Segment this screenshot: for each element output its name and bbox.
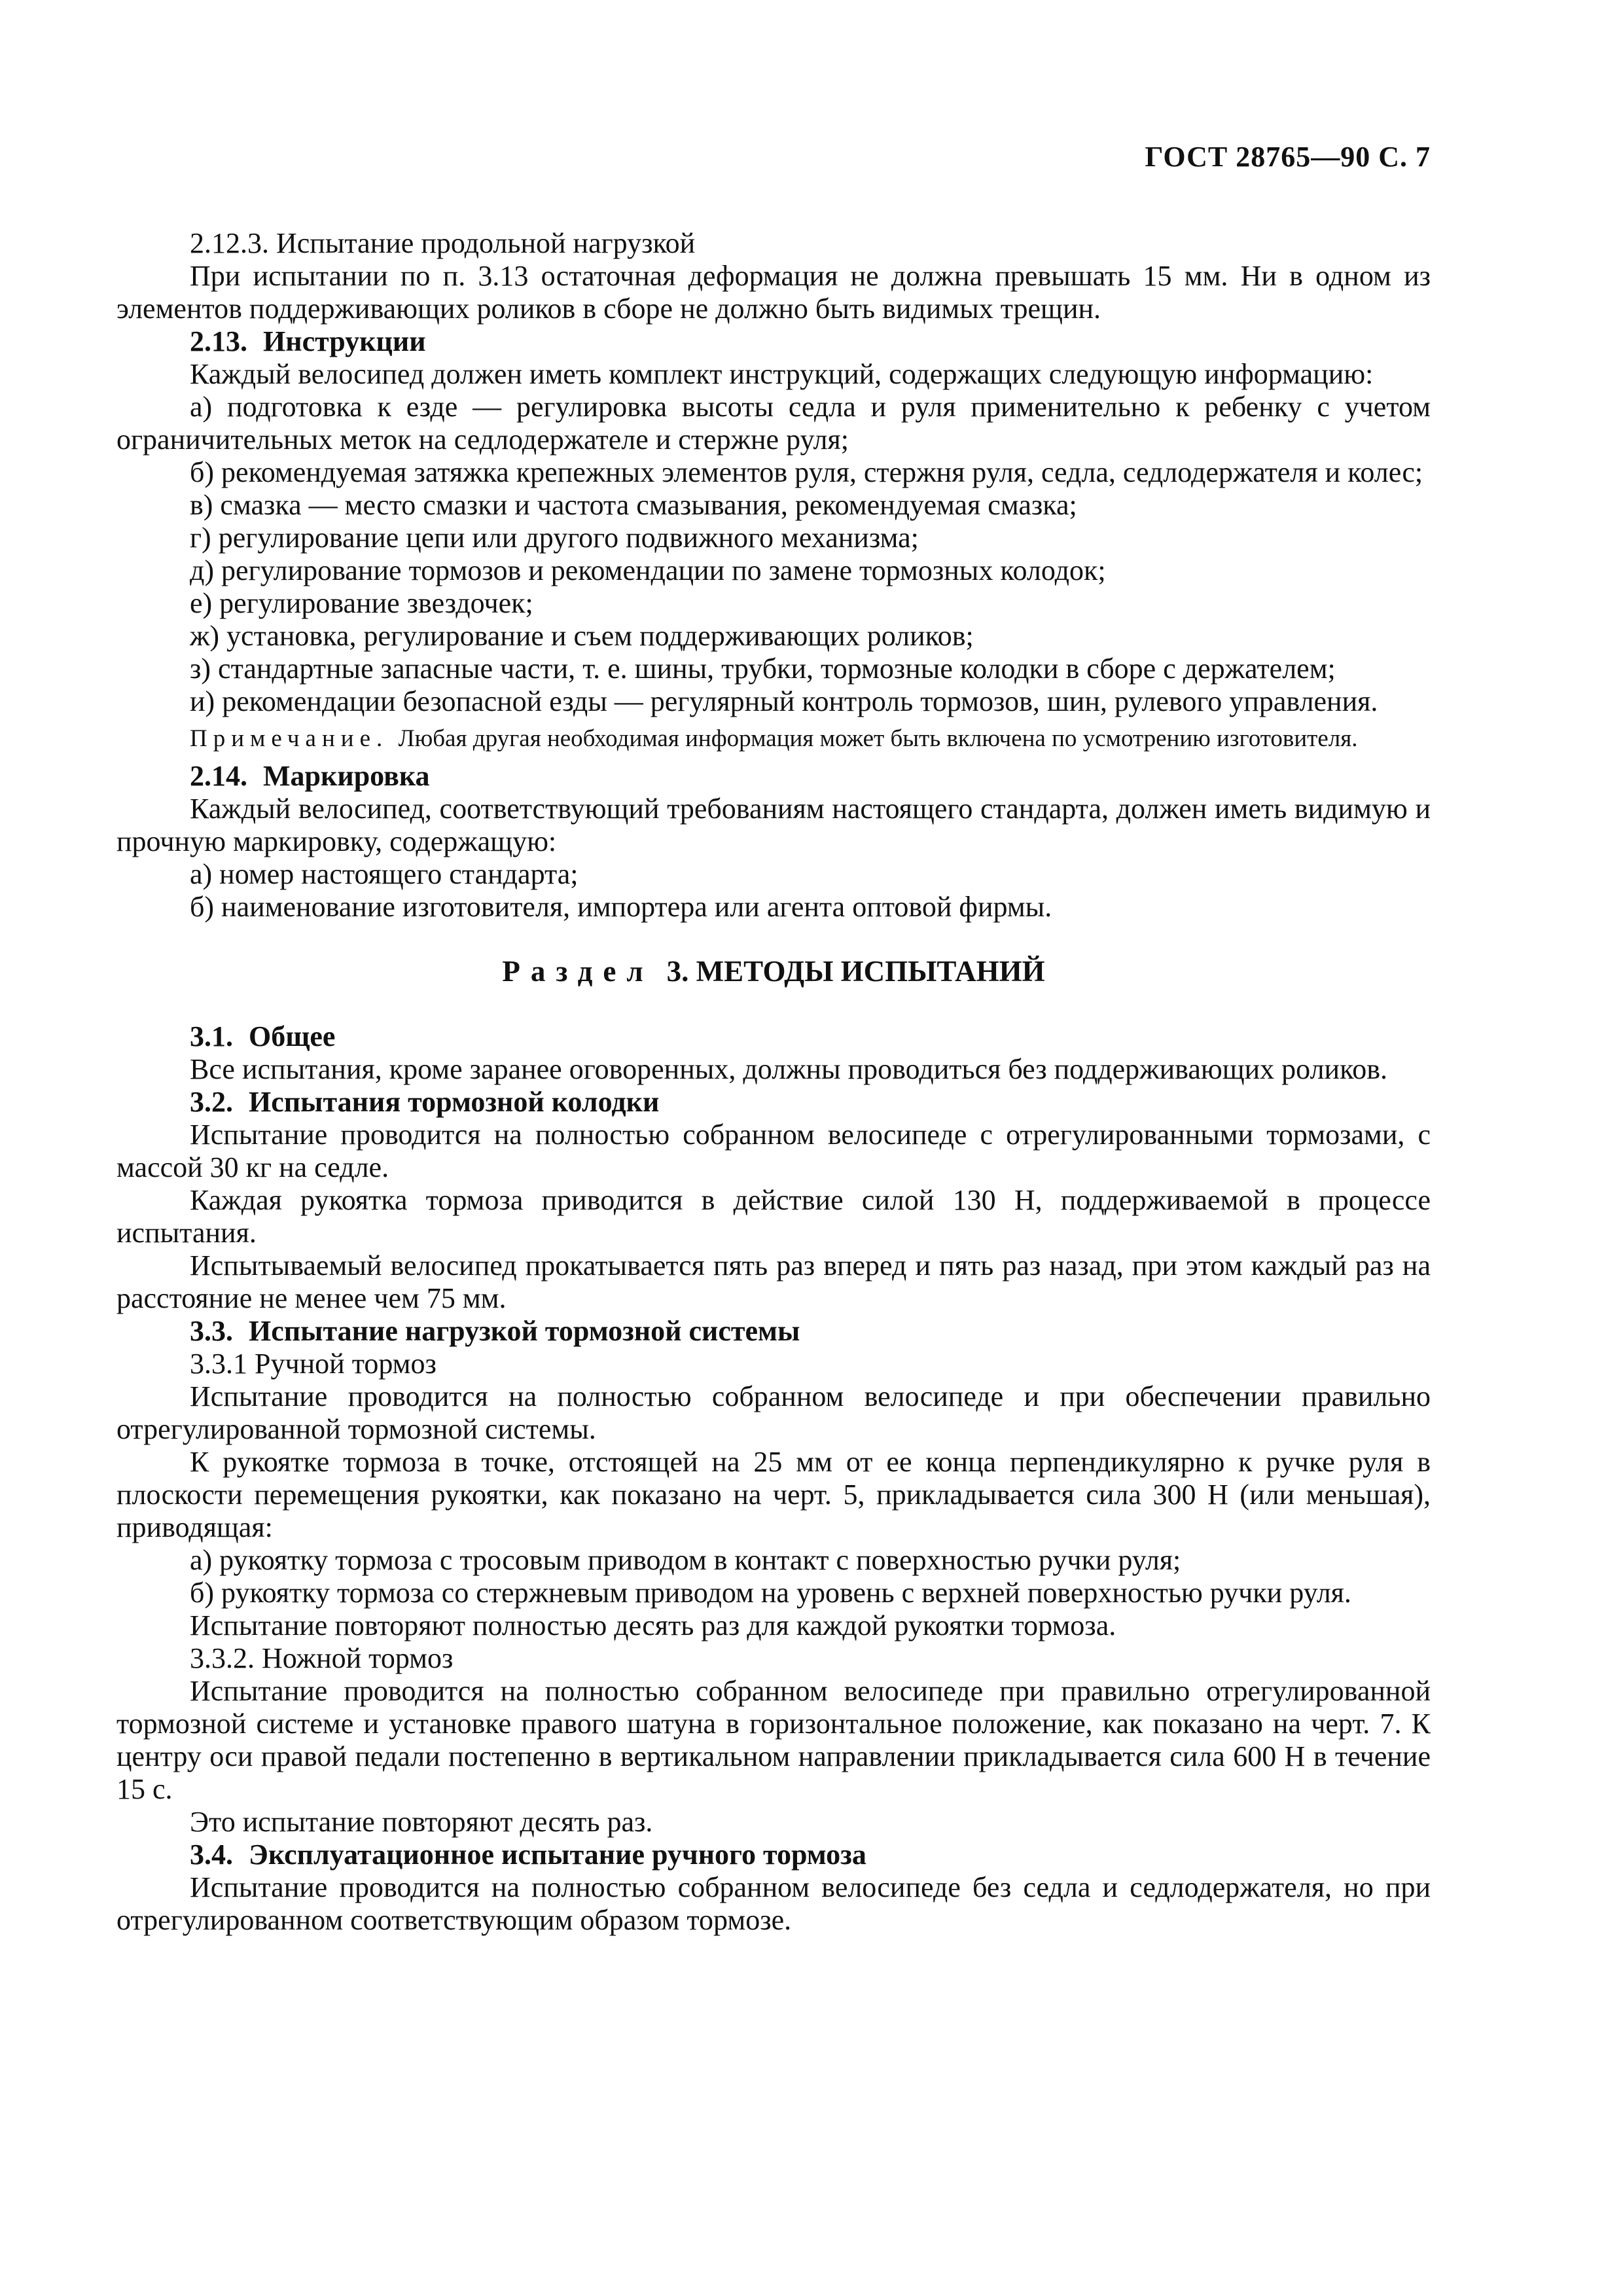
section-number: 3.4. [190, 1839, 233, 1871]
section-title: Испытания тормозной колодки [249, 1086, 660, 1118]
section-title: Общее [249, 1020, 336, 1052]
section-title: Испытание нагрузкой тормозной системы [249, 1315, 800, 1347]
section-heading-2-13 [116, 325, 1431, 358]
paragraph-3-4: Испытание проводится на полностью собранном велосипеде без седла и седлодержателя, но при отрегулированном соответствующим образом тормозе. [116, 1871, 1431, 1936]
paragraph-3-2-3: Испытываемый велосипед прокатывается пять раз вперед и пять раз назад, при этом каждый раз на расстояние не менее чем 75 мм. [116, 1249, 1431, 1314]
section-number: 3.2. [190, 1086, 233, 1118]
section-number: 2.13. [190, 325, 247, 357]
paragraph-3-3-2-2: Это испытание повторяют десять раз. [190, 1806, 653, 1838]
list-item-2-13-z: з) стандартные запасные части, т. е. шины, трубки, тормозные колодки в сборе с держателем; [190, 653, 1336, 685]
section-title: Инструкции [263, 325, 426, 357]
section-number: 2.14. [190, 760, 247, 792]
section-heading-3-2 [116, 1086, 1431, 1119]
section-heading-2-14 [116, 760, 1431, 793]
paragraph-3-3-1-1: Испытание проводится на полностью собранном велосипеде и при обеспечении правильно отрегулированной тормозной системы. [116, 1380, 1431, 1445]
note-text: Любая другая необходимая информация может быть включена по усмотрению изготовителя. [398, 725, 1358, 752]
paragraph-2-12-3: При испытании по п. 3.13 остаточная деформация не должна превышать 15 мм. Ни в одном из элементов поддерживающих роликов в сборе не должно быть видимых трещин. [116, 260, 1431, 325]
list-item-2-14-b: б) наименование изготовителя, импортера или агента оптовой фирмы. [190, 891, 1052, 923]
note-label: Примечание. [190, 725, 389, 752]
section-heading-3-4 [116, 1839, 1431, 1871]
paragraph-2-13-intro: Каждый велосипед должен иметь комплект инструкций, содержащих следующую информацию: [190, 358, 1374, 390]
paragraph-3-2-1: Испытание проводится на полностью собранном велосипеде с отрегулированными тормозами, с массой 30 кг на седле. [116, 1119, 1431, 1183]
paragraph-3-3-1-2: К рукоятке тормоза в точке, отстоящей на 25 мм от ее конца перпендикулярно к ручке руля в плоскости перемещения рукоятки, как показано на черт. 5, прикладывается сила 300 Н (или меньшая), приводящая: [116, 1446, 1431, 1543]
running-head: ГОСТ 28765—90 С. 7 [1145, 141, 1431, 173]
chapter-heading [116, 955, 1431, 988]
subsection-title-2-12-3: 2.12.3. Испытание продольной нагрузкой [190, 227, 696, 259]
paragraph-3-1: Все испытания, кроме заранее оговоренных, должны проводиться без поддерживающих роликов. [190, 1053, 1387, 1085]
list-item-2-13-i: и) рекомендации безопасной езды — регулярный контроль тормозов, шин, рулевого управления. [190, 685, 1378, 717]
paragraph-3-2-2: Каждая рукоятка тормоза приводится в действие силой 130 Н, поддерживаемой в процессе испытания. [116, 1184, 1431, 1249]
section-title: Маркировка [263, 760, 430, 792]
paragraph-3-3-2-1: Испытание проводится на полностью собранном велосипеде при правильно отрегулированной тормозной системе и установке правого шатуна в горизонтальное положение, как показано на черт. 7. К центру оси правой педали постепенно в вертикальном направлении прикладывается сила 600 Н в течение 15 с. [116, 1675, 1431, 1805]
list-item-2-14-a: а) номер настоящего стандарта; [190, 858, 579, 890]
chapter-title: 3. МЕТОДЫ ИСПЫТАНИЙ [666, 955, 1045, 988]
section-title: Эксплуатационное испытание ручного тормоза [249, 1839, 866, 1871]
chapter-word: Раздел [502, 955, 654, 988]
list-item-3-3-1-a: а) рукоятку тормоза с тросовым приводом в контакт с поверхностью ручки руля; [190, 1544, 1181, 1576]
list-item-3-3-1-b: б) рукоятку тормоза со стержневым приводом на уровень с верхней поверхностью ручки руля. [190, 1577, 1351, 1609]
paragraph-3-3-1-final: Испытание повторяют полностью десять раз для каждой рукоятки тормоза. [190, 1609, 1116, 1641]
list-item-2-13-g: г) регулирование цепи или другого подвижного механизма; [190, 522, 919, 554]
document-page [116, 141, 1431, 1937]
section-number: 3.3. [190, 1315, 233, 1347]
list-item-2-13-e: е) регулирование звездочек; [190, 587, 533, 619]
section-heading-3-1 [116, 1020, 1431, 1053]
list-item-2-13-b: б) рекомендуемая затяжка крепежных элементов руля, стержня руля, седла, седлодержателя и колес; [190, 456, 1423, 488]
section-heading-3-3 [116, 1315, 1431, 1348]
note [116, 725, 1431, 753]
list-item-2-13-d: д) регулирование тормозов и рекомендации по замене тормозных колодок; [190, 554, 1106, 586]
list-item-2-13-v: в) смазка — место смазки и частота смазывания, рекомендуемая смазка; [190, 489, 1077, 521]
subsection-title-3-3-2: 3.3.2. Ножной тормоз [190, 1642, 454, 1674]
list-item-2-13-a: а) подготовка к езде — регулировка высоты седла и руля применительно к ребенку с учетом ограничительных меток на седлодержателе и стержне руля; [116, 391, 1431, 456]
section-number: 3.1. [190, 1020, 233, 1052]
list-item-2-13-zh: ж) установка, регулирование и съем поддерживающих роликов; [190, 620, 974, 652]
paragraph-2-14-intro: Каждый велосипед, соответствующий требованиям настоящего стандарта, должен иметь видимую и прочную маркировку, содержащую: [116, 793, 1431, 857]
subsection-title-3-3-1: 3.3.1 Ручной тормоз [190, 1348, 437, 1380]
